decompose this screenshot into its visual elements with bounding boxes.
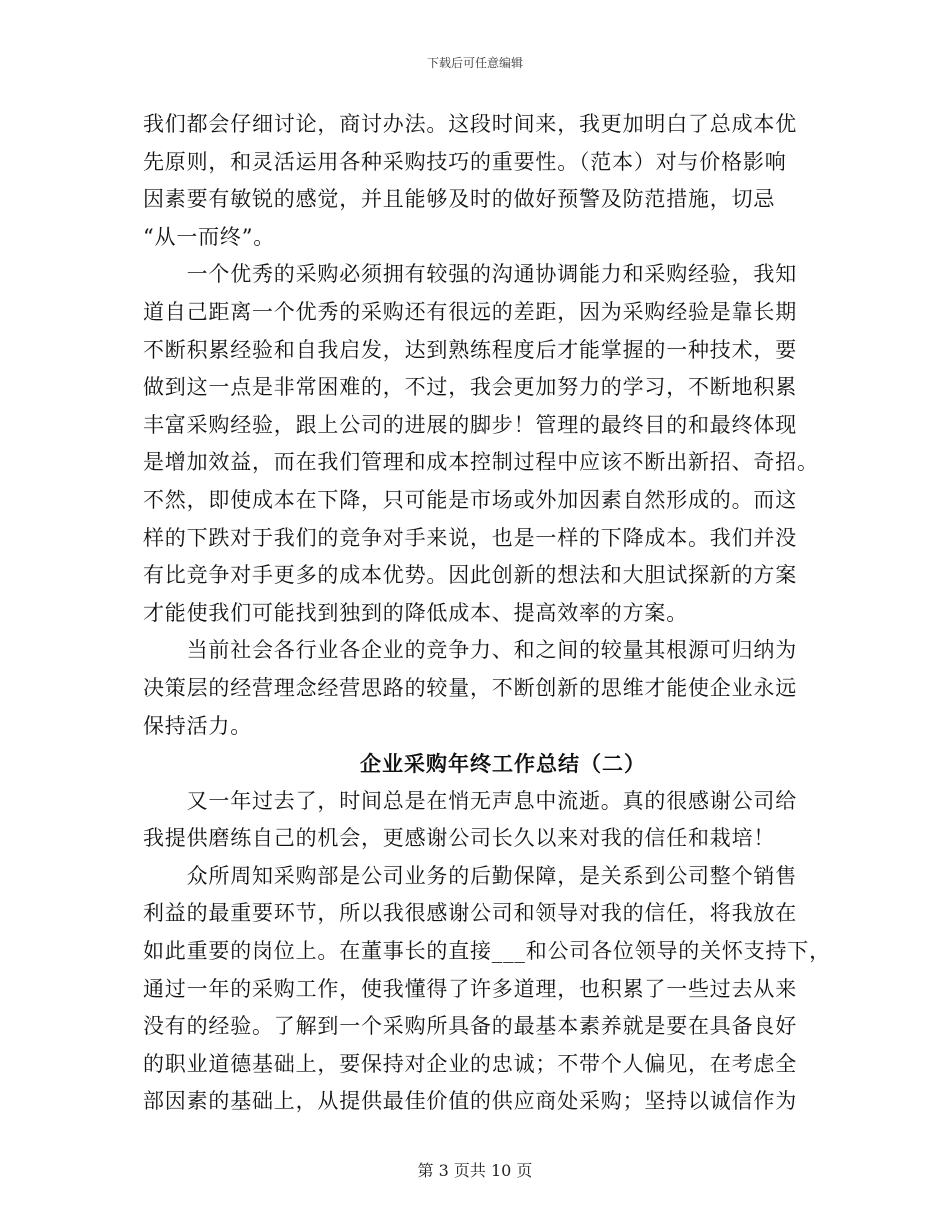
text-line: 我们都会仔细讨论，商讨办法。这段时间来，我更加明白了总成本优 [143, 112, 797, 136]
text-line: 当前社会各行业各企业的竞争力、和之间的较量其根源可归纳为 [143, 638, 797, 663]
text-line: 又一年过去了，时间总是在悄无声息中流逝。真的很感谢公司给 [143, 788, 797, 813]
section-title: 企业采购年终工作总结（二） [360, 751, 646, 777]
text-line: 才能使我们可能找到独到的降低成本、提高效率的方案。 [143, 600, 688, 625]
text-line: 是增加效益，而在我们管理和成本控制过程中应该不断出新招、奇招。 [143, 450, 819, 475]
text-line: 样的下跌对于我们的竞争对手来说，也是一样的下降成本。我们并没 [143, 525, 797, 550]
text-line: 有比竞争对手更多的成本优势。因此创新的想法和大胆试探新的方案 [143, 563, 797, 588]
text-line: 丰富采购经验，跟上公司的进展的脚步！管理的最终目的和最终体现 [143, 412, 797, 437]
text-line: 一个优秀的采购必须拥有较强的沟通协调能力和采购经验，我知 [143, 262, 797, 287]
text-line: 部因素的基础上，从提供最佳价值的供应商处采购；坚持以诚信作为 [143, 1089, 797, 1114]
page-header-note: 下载后可任意编辑 [426, 56, 523, 70]
text-line: 先原则，和灵活运用各种采购技巧的重要性。（范本）对与价格影响 [143, 149, 787, 174]
text-line: 因素要有敏锐的感觉，并且能够及时的做好预警及防范措施，切忌 [143, 187, 776, 212]
page-number: 第 3 页共 10 页 [417, 1161, 533, 1180]
text-line: 众所周知采购部是公司业务的后勤保障，是关系到公司整个销售 [143, 863, 797, 888]
text-line: 道自己距离一个优秀的采购还有很远的差距，因为采购经验是靠长期 [143, 299, 797, 324]
document-body [143, 106, 831, 1121]
text-line: 做到这一点是非常困难的，不过，我会更加努力的学习，不断地积累 [143, 375, 797, 400]
text-line: 不然，即使成本在下降，只可能是市场或外加因素自然形成的。而这 [143, 487, 797, 512]
text-line: 我提供磨练自己的机会，更感谢公司长久以来对我的信任和栽培！ [143, 826, 776, 851]
text-line: 决策层的经营理念经营思路的较量，不断创新的思维才能使企业永远 [143, 675, 797, 700]
text-line: 通过一年的采购工作，使我懂得了许多道理，也积累了一些过去从来 [143, 976, 797, 1001]
text-line: 不断积累经验和自我启发，达到熟练程度后才能掌握的一种技术，要 [143, 337, 797, 362]
text-line: 如此重要的岗位上。在董事长的直接___和公司各位领导的关怀支持下， [143, 939, 831, 964]
text-line: 利益的最重要环节，所以我很感谢公司和领导对我的信任，将我放在 [143, 901, 797, 926]
text-line: 的职业道德基础上，要保持对企业的忠诚；不带个人偏见，在考虑全 [143, 1051, 797, 1076]
text-line: 没有的经验。了解到一个采购所具备的最基本素养就是要在具备良好 [143, 1014, 797, 1039]
text-line: 保持活力。 [143, 713, 252, 738]
text-line: “从一而终”。 [143, 224, 276, 249]
